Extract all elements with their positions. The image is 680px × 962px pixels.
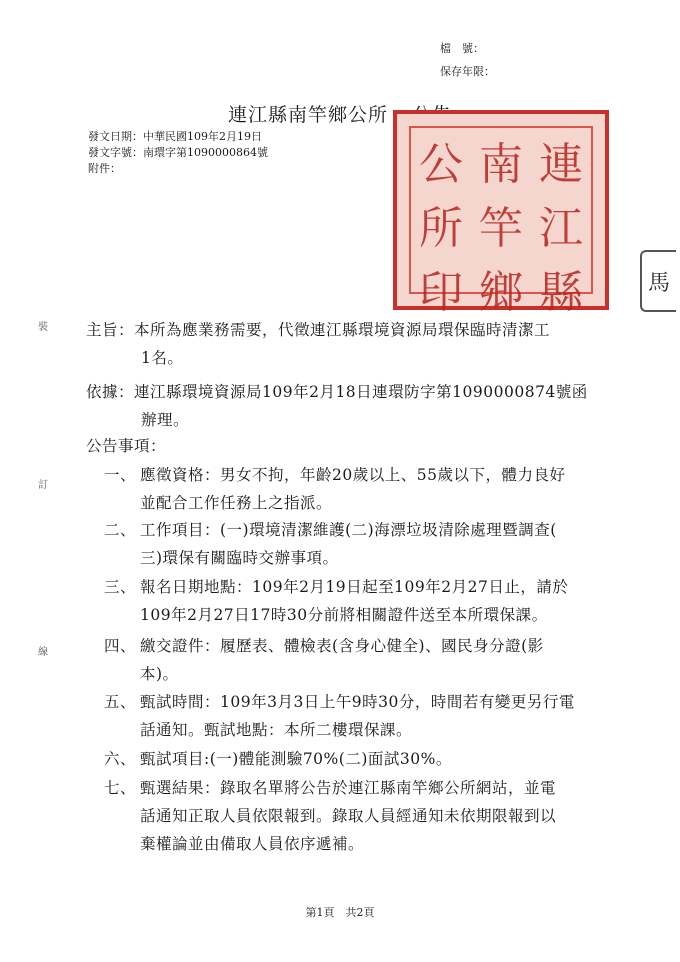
seal-char: 公 [419, 139, 463, 190]
item-line: 棄權論並由備取人員依序遞補。 [140, 835, 365, 853]
item-line: 工作項目：(一)環境清潔維護(二)海漂垃圾清除處理暨調查( [140, 521, 557, 539]
seal-char: 縣 [539, 267, 583, 318]
seal-char: 印 [419, 267, 463, 318]
item-line: 甄試項目:(一)體能測驗70%(二)面試30%。 [140, 750, 452, 768]
item-number: 六、 [104, 750, 137, 768]
item-number: 二、 [104, 521, 137, 539]
issue-date: 發文日期：中華民國109年2月19日 [88, 130, 262, 143]
basis-section [86, 378, 646, 434]
seal-char: 鄉 [479, 267, 523, 318]
item-number: 一、 [104, 466, 137, 484]
seal-char: 連 [539, 139, 583, 190]
item-line: 話通知正取人員依限報到。錄取人員經通知未依期限報到以 [140, 807, 557, 825]
seal-char: 所 [419, 203, 463, 254]
item-line: 繳交證件：履歷表、體檢表(含身心健全)、國民身分證(影 [140, 637, 544, 655]
binding-mark-middle: 訂 [38, 480, 48, 491]
issuing-organization: 連江縣南竿鄉公所 [228, 104, 389, 126]
basis-line: 辦理。 [141, 411, 190, 429]
binding-mark-bottom: 線 [38, 647, 48, 658]
official-seal [393, 110, 609, 318]
retention-period-label: 保存年限： [440, 65, 495, 78]
announcement-item [104, 573, 624, 629]
announcement-item [104, 516, 624, 572]
seal-char: 竿 [479, 203, 523, 254]
announcement-item [104, 774, 624, 858]
item-number: 五、 [104, 693, 137, 711]
basis-line: 依據：連江縣環境資源局109年2月18日連環防字第1090000874號函 [86, 383, 588, 401]
page-number: 第1頁 共2頁 [305, 906, 375, 919]
item-number: 三、 [104, 578, 137, 596]
side-stamp: 馬 [640, 250, 676, 312]
binding-mark-top: 裝 [38, 322, 48, 333]
item-line: 甄試時間：109年3月3日上午9時30分，時間若有變更另行電 [140, 693, 575, 711]
file-number-label: 檔 號： [440, 42, 484, 55]
item-line: 甄選結果：錄取名單將公告於連江縣南竿鄉公所網站，並電 [140, 779, 557, 797]
subject-line: 1名。 [141, 349, 184, 367]
item-line: 本)。 [140, 665, 179, 683]
announcement-item [104, 688, 624, 744]
subject-line: 主旨：本所為應業務需要，代徵連江縣環境資源局環保臨時清潔工 [86, 321, 551, 339]
seal-char: 南 [479, 139, 523, 190]
announcement-item [104, 745, 624, 773]
item-line: 應徵資格：男女不拘，年齡20歲以上、55歲以下，體力良好 [140, 466, 566, 484]
announcement-items-heading: 公告事項： [86, 437, 167, 455]
announcement-item [104, 632, 624, 688]
item-number: 四、 [104, 637, 137, 655]
item-line: 109年2月27日17時30分前將相關證件送至本所環保課。 [140, 606, 548, 624]
document-number: 發文字號：南環字第1090000864號 [88, 146, 268, 159]
subject-section [86, 316, 646, 372]
attachment-label: 附件： [88, 162, 121, 175]
item-line: 話通知。甄試地點：本所二樓環保課。 [140, 721, 413, 739]
seal-char: 江 [539, 203, 583, 254]
item-line: 並配合工作任務上之指派。 [140, 494, 333, 512]
announcement-item [104, 461, 624, 517]
item-line: 三)環保有關臨時交辦事項。 [140, 549, 339, 567]
item-line: 報名日期地點：109年2月19日起至109年2月27日止，請於 [140, 578, 569, 596]
item-number: 七、 [104, 779, 137, 797]
